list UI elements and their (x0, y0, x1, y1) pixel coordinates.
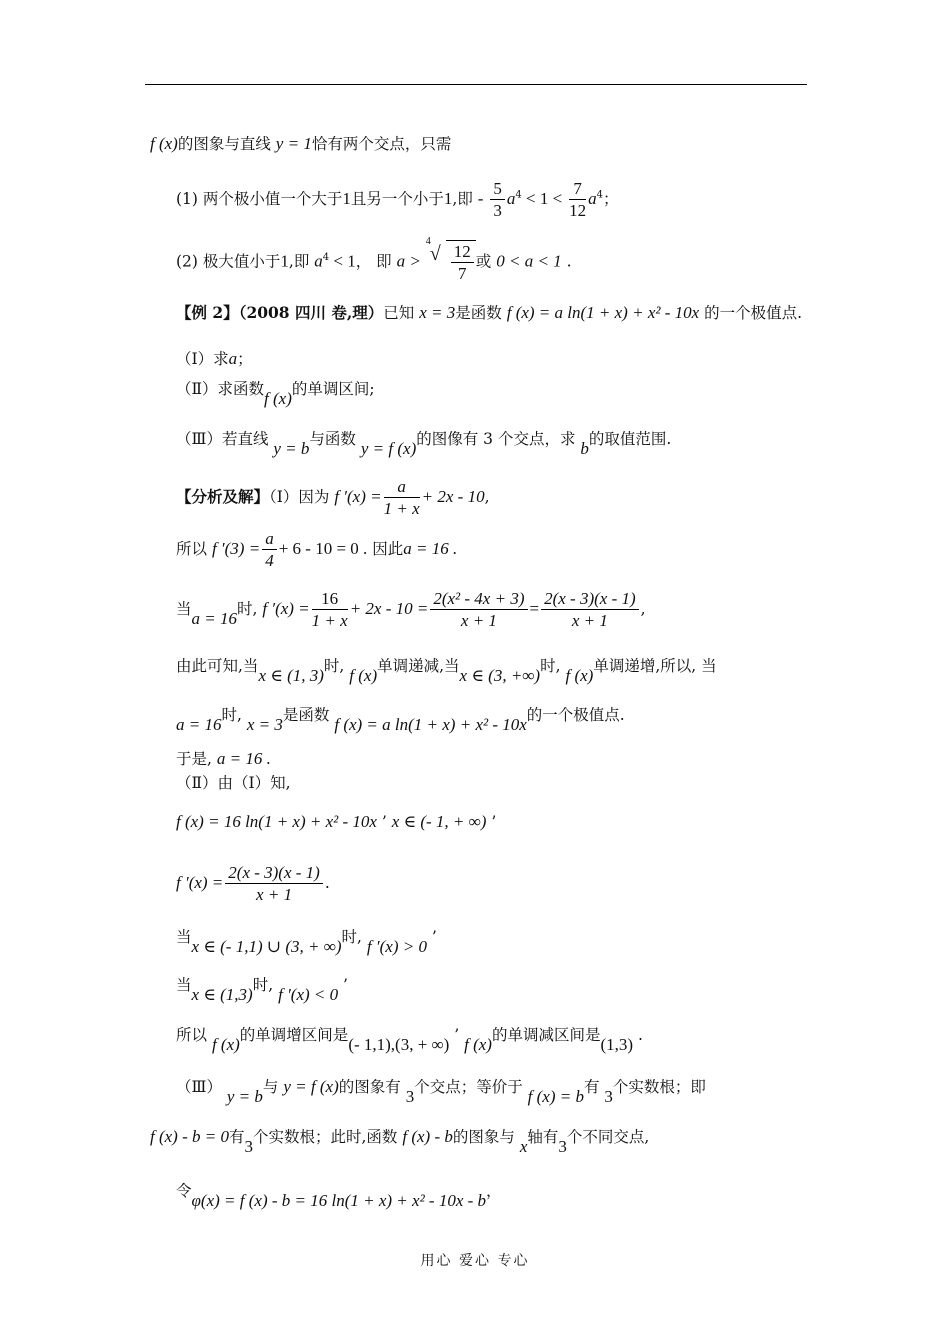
den: x + 1 (256, 885, 293, 905)
num: 5 (490, 178, 505, 200)
math: b (580, 439, 589, 458)
text: (2) 极大值小于 (176, 252, 281, 271)
text: 个实数根；此时,函数 (253, 1128, 398, 1146)
math: x ∈ (- 1,1) ∪ (3, + ∞) (191, 937, 342, 956)
punct: , (640, 599, 646, 618)
text: 因此 (372, 539, 404, 558)
header-rule (145, 84, 807, 85)
solution-part-1 (176, 476, 490, 520)
num: 7 (569, 178, 586, 200)
fraction (262, 528, 277, 572)
math-a: a (588, 188, 597, 208)
radical-sign: √ (429, 243, 441, 265)
exp: 4 (596, 189, 604, 201)
math-a: a (506, 188, 516, 208)
text: 当 (176, 599, 192, 618)
text: 的图象有 (338, 1078, 401, 1096)
math: x ∈ (- 1, + ∞) (391, 812, 487, 831)
question-3 (176, 428, 672, 458)
text: 单调递增,所以, 当 (593, 657, 717, 675)
math: 3 (558, 1137, 567, 1156)
solution-part-3 (176, 1076, 706, 1106)
text: 与 (262, 1078, 279, 1096)
math: f ′(3) = (211, 538, 261, 558)
text: 恰有两个交点，只需 (311, 135, 452, 153)
solution-line-14 (150, 1126, 650, 1156)
text: 时, (341, 928, 362, 946)
solution-line-8: f (x) = 16 ln(1 + x) + x² - 10x ’ x ∈ (- 1, + ∞) ’ (176, 812, 497, 831)
num: 12 (451, 241, 474, 263)
math: a > (396, 251, 421, 271)
text: 且另一个小于 (350, 189, 444, 208)
math: 3 (244, 1137, 253, 1156)
question-1 (176, 348, 253, 369)
math: f (x) - b (402, 1127, 453, 1146)
root-index: 4 (425, 236, 431, 247)
solution-line-5 (176, 704, 625, 734)
math: 0 < a < 1 (496, 251, 562, 271)
text: 当 (176, 976, 192, 994)
text: 与函数 (309, 430, 356, 448)
math: x ∈ (3, +∞) (459, 666, 541, 685)
num: 16 (312, 588, 348, 610)
text: 令 (176, 1182, 192, 1200)
text: 所以 (176, 1026, 208, 1044)
text: 所以 (176, 539, 208, 558)
math-function-def: f (x) = a ln(1 + x) + x² - 10x (506, 303, 700, 322)
punct: ； (237, 350, 253, 368)
text: 当 (176, 928, 192, 946)
text: 的图象与 (452, 1128, 515, 1146)
text: 轴有 (527, 1128, 559, 1146)
math: a = 16 . (216, 749, 271, 768)
num: a (262, 528, 277, 550)
den: 1 + x (311, 611, 348, 631)
solution-line-11: 当x ∈ (1,3)时, f ′(x) < 0 ’ (176, 976, 348, 1004)
math: a = 16 (176, 715, 222, 734)
math-one: 1 (280, 251, 289, 271)
math-one: 1 (443, 188, 453, 208)
text: 或 (475, 252, 492, 271)
den: 12 (569, 201, 587, 221)
math: y = f (x) (283, 1077, 339, 1096)
num: 2(x² - 4x + 3) (430, 588, 527, 610)
example-2-heading (176, 302, 802, 323)
text: 的一个极值点. (704, 304, 803, 322)
num: 2(x - 3)(x - 1) (225, 862, 323, 884)
text: ,即 (452, 189, 473, 208)
text: 时, (221, 706, 242, 724)
exp: 4 (515, 189, 522, 201)
math: f ′(x) > 0 (366, 937, 427, 956)
solution-label: 【分析及解】 (176, 486, 270, 506)
math: f (x) (211, 1035, 240, 1054)
math: + 2x - 10 (421, 486, 485, 506)
math: x ∈ (1, 3) (258, 666, 324, 685)
text: （Ⅰ）求 (176, 350, 229, 368)
math-y1: y = 1 (275, 134, 312, 153)
solution-line-10: 当x ∈ (- 1,1) ∪ (3, + ∞)时, f ′(x) > 0 ’ (176, 928, 437, 956)
math: f ′(x) = (262, 598, 310, 618)
fraction (384, 476, 420, 520)
math: (- 1,1),(3, + ∞) (348, 1035, 450, 1054)
fraction (225, 862, 323, 906)
fourth-root (425, 236, 476, 285)
punct: ， (486, 1182, 502, 1200)
solution-line-6 (176, 748, 271, 769)
fraction (312, 588, 348, 632)
solution-part-2 (176, 774, 291, 793)
solution-line-4 (176, 655, 717, 685)
text: (1) 两个极小值一个大于 (176, 189, 343, 208)
punct: . (324, 873, 330, 892)
punct: ； (603, 189, 619, 208)
math: f (x) = a ln(1 + x) + x² - 10x (334, 715, 527, 734)
math: f (x) = 16 ln(1 + x) + x² - 10x (176, 812, 377, 831)
math-a: a (314, 251, 323, 271)
den: 1 + x (383, 499, 420, 519)
text: 已知 (383, 304, 415, 322)
den: x + 1 (460, 611, 497, 631)
text: ， 即 (355, 252, 392, 271)
text: ,即 (288, 252, 310, 271)
math: a = 16 . (403, 538, 458, 558)
fraction-7-12 (569, 178, 586, 222)
math: y = b (273, 439, 310, 458)
page-footer: 用心 爱心 专心 (420, 1253, 530, 1269)
text: 由此可知,当 (176, 657, 259, 675)
text: （Ⅲ） (176, 1078, 222, 1096)
math: f ′(x) = (176, 872, 224, 892)
den: 4 (265, 551, 274, 571)
exp: 4 (322, 252, 330, 264)
text: 个不同交点, (566, 1128, 650, 1146)
example-source: （2008 四川 卷,理） (238, 303, 384, 322)
text: 时, (237, 599, 258, 618)
math: f (x) - b = 0 (150, 1127, 229, 1146)
den: 7 (458, 264, 467, 284)
den: 3 (493, 201, 502, 221)
math: f (x) (565, 666, 594, 685)
text: 的一个极值点. (526, 706, 625, 724)
math: f (x) (349, 666, 378, 685)
text: （Ⅲ）若直线 (176, 430, 269, 448)
math: (1,3) (600, 1035, 634, 1054)
math: 3 (604, 1087, 613, 1106)
text: 时, (252, 976, 274, 994)
fraction (541, 588, 639, 632)
text: 时, (323, 657, 345, 675)
punct: , (484, 487, 490, 506)
num: 2(x - 3)(x - 1) (541, 588, 639, 610)
text: 单调递减,当 (377, 657, 460, 675)
text: 的取值范围. (588, 430, 672, 448)
solution-line-12: 所以 f (x)的单调增区间是(- 1,1),(3, + ∞) ’ f (x)的单调减区间是(1,3) . (176, 1026, 643, 1054)
text: 的图像有 3 个交点，求 (416, 430, 576, 448)
math: = (529, 598, 540, 618)
solution-line-9 (176, 862, 330, 906)
text: 个交点；等价于 (414, 1078, 523, 1096)
math: < 1 < (521, 188, 563, 208)
math: x ∈ (1,3) (191, 985, 253, 1004)
math: x = 3 (419, 303, 456, 322)
math: < 1 (329, 251, 356, 271)
text: 有 (583, 1078, 600, 1096)
math: f ′(x) < 0 (278, 985, 339, 1004)
math: f (x) (264, 389, 292, 408)
text: 于是, (176, 750, 212, 768)
text: 的单调区间; (291, 380, 375, 398)
math: + 6 - 10 = 0 . (278, 538, 368, 558)
text: 是函数 (455, 304, 502, 322)
text: 的单调增区间是 (239, 1026, 349, 1044)
text: （Ⅱ）由（Ⅰ）知, (176, 774, 291, 792)
math-phi: φ(x) = f (x) - b = 16 ln(1 + x) + x² - 10x - b (191, 1191, 487, 1210)
text: 时, (540, 657, 561, 675)
solution-line-2 (176, 528, 457, 572)
text: 的图象与直线 (177, 135, 271, 153)
math: y = b (226, 1087, 263, 1106)
text: 的单调减区间是 (491, 1026, 601, 1044)
math: + 2x - 10 = (349, 598, 429, 618)
math: x = 3 (246, 715, 283, 734)
line-condition-2: (2) 极大值小于1,即 $a^4 < 1$， 即 a > 4 √ $\frac{12}{7}$ 或 0 < a < 1 . (176, 236, 572, 284)
math: f ′(x) = (334, 486, 382, 506)
text: 是函数 (282, 706, 330, 724)
example-label: 【例 2】 (176, 303, 239, 322)
math: y = f (x) (360, 439, 417, 458)
fraction-5-3 (490, 178, 505, 222)
math-fx: f (x) (150, 134, 178, 153)
text: 个实数根；即 (612, 1078, 706, 1096)
math-one: 1 (342, 188, 351, 208)
line-intro (150, 133, 451, 154)
text: 有 (228, 1128, 245, 1146)
math: f (x) (464, 1035, 492, 1054)
text: （Ⅱ）求函数 (176, 380, 265, 398)
fraction (430, 588, 527, 632)
line-condition-1 (176, 178, 619, 222)
math: a = 16 (191, 608, 237, 628)
num: a (384, 476, 420, 498)
math: x (519, 1137, 528, 1156)
question-2 (176, 378, 375, 408)
math: - (477, 188, 484, 208)
solution-line-15 (176, 1180, 502, 1210)
den: x + 1 (571, 611, 608, 631)
text: （Ⅰ）因为 (269, 487, 330, 506)
math: 3 (405, 1087, 415, 1106)
solution-line-3 (176, 588, 646, 632)
math: a (228, 349, 238, 368)
math: f (x) = b (527, 1087, 584, 1106)
